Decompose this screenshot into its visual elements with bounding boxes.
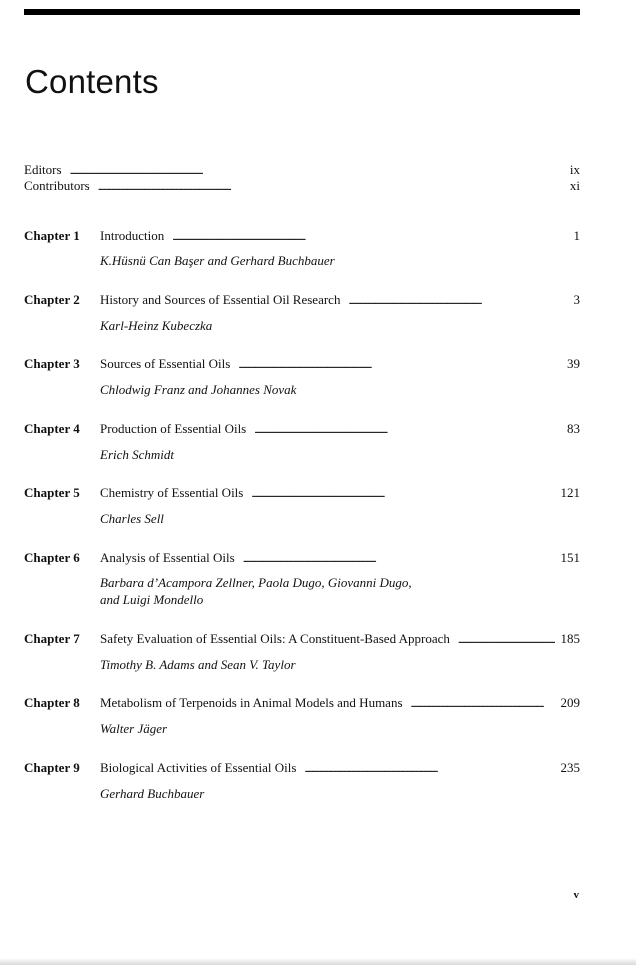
- author-line: Karl-Heinz Kubeczka: [100, 318, 213, 333]
- chapter-page: 209: [560, 695, 580, 710]
- chapter-title: Safety Evaluation of Essential Oils: A Constituent-Based Approach: [100, 631, 450, 646]
- chapter-title: Chemistry of Essential Oils: [100, 485, 244, 500]
- toc-entry-editors[interactable]: [24, 162, 580, 179]
- author-line: Erich Schmidt: [100, 447, 175, 462]
- dot-leader: [70, 163, 564, 179]
- chapter-title: History and Sources of Essential Oil Research: [100, 292, 341, 307]
- dot-leader: [172, 229, 567, 245]
- page-number: v: [573, 889, 579, 901]
- chapter-page: 1: [573, 228, 580, 243]
- chapter-number: Chapter 4: [24, 421, 80, 436]
- chapter-number: Chapter 5: [24, 485, 80, 500]
- author-line: Gerhard Buchbauer: [100, 786, 205, 801]
- chapter-number: Chapter 8: [24, 695, 80, 710]
- chapter-number: Chapter 3: [24, 356, 80, 371]
- chapter-authors: [100, 574, 520, 608]
- toc-entry-page: ix: [569, 162, 580, 177]
- author-line: K.Hüsnü Can Başer and Gerhard Buchbauer: [100, 253, 335, 268]
- chapter-page: 3: [573, 292, 580, 307]
- toc-entry-chapter-8[interactable]: [100, 695, 580, 712]
- dot-leader: [251, 486, 554, 502]
- chapter-number: Chapter 9: [24, 760, 80, 775]
- toc-entry-chapter-7[interactable]: [100, 631, 580, 648]
- author-line: Timothy B. Adams and Sean V. Taylor: [100, 657, 296, 672]
- chapter-authors: [100, 720, 520, 737]
- author-line: Walter Jäger: [100, 721, 168, 736]
- page-title: Contents: [25, 63, 159, 101]
- dot-leader: [238, 357, 561, 373]
- toc-entry-page: xi: [569, 178, 580, 193]
- chapter-authors: [100, 381, 520, 398]
- toc-entry-chapter-4[interactable]: [100, 421, 580, 438]
- chapter-number: Chapter 7: [24, 631, 80, 646]
- toc-entry-chapter-9[interactable]: [100, 760, 580, 777]
- toc-entry-chapter-3[interactable]: [100, 356, 580, 373]
- dot-leader: [243, 551, 555, 567]
- dot-leader: [98, 179, 564, 195]
- dot-leader: [411, 696, 555, 712]
- chapter-page: 185: [560, 631, 580, 646]
- author-line: and Luigi Mondello: [100, 592, 204, 607]
- dot-leader: [254, 422, 561, 438]
- chapter-page: 235: [560, 760, 580, 775]
- author-line: Charles Sell: [100, 511, 164, 526]
- chapter-page: 39: [567, 356, 580, 371]
- chapter-authors: [100, 252, 520, 269]
- dot-leader: [304, 761, 554, 777]
- chapter-authors: [100, 785, 520, 802]
- toc-entry-chapter-2[interactable]: [100, 292, 580, 309]
- chapter-title: Analysis of Essential Oils: [100, 550, 235, 565]
- page-bottom-edge: [0, 958, 636, 965]
- chapter-number: Chapter 1: [24, 228, 80, 243]
- chapter-title: Production of Essential Oils: [100, 421, 247, 436]
- toc-entry-label: Contributors: [24, 178, 90, 193]
- toc-entry-contributors[interactable]: [24, 178, 580, 195]
- chapter-authors: [100, 510, 520, 527]
- chapter-title: Metabolism of Terpenoids in Animal Models and Humans: [100, 695, 403, 710]
- chapter-authors: [100, 317, 520, 334]
- chapter-number: Chapter 2: [24, 292, 80, 307]
- chapter-title: Sources of Essential Oils: [100, 356, 231, 371]
- chapter-page: 83: [567, 421, 580, 436]
- chapter-authors: [100, 446, 520, 463]
- dot-leader: [348, 293, 567, 309]
- toc-entry-chapter-5[interactable]: [100, 485, 580, 502]
- chapter-title: Biological Activities of Essential Oils: [100, 760, 297, 775]
- author-line: Chlodwig Franz and Johannes Novak: [100, 382, 297, 397]
- chapter-page: 151: [560, 550, 580, 565]
- chapter-page: 121: [560, 485, 580, 500]
- toc-entry-label: Editors: [24, 162, 62, 177]
- toc-entry-chapter-1[interactable]: [100, 228, 580, 245]
- toc-entry-chapter-6[interactable]: [100, 550, 580, 567]
- chapter-authors: [100, 656, 520, 673]
- dot-leader: [458, 632, 555, 648]
- chapter-number: Chapter 6: [24, 550, 80, 565]
- author-line: Barbara d’Acampora Zellner, Paola Dugo, Giovanni Dugo,: [100, 575, 412, 590]
- chapter-title: Introduction: [100, 228, 165, 243]
- top-rule: [24, 9, 580, 15]
